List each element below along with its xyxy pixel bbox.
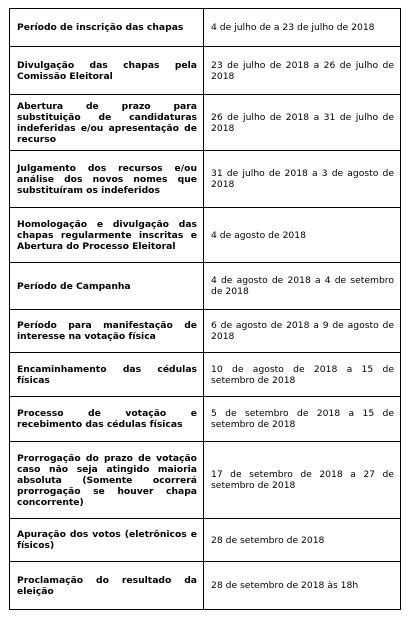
event-cell: Julgamento dos recursos e/ou análise dos novos nomes que substituíram os indeferidos [10, 151, 204, 208]
date-cell: 23 de julho de 2018 a 26 de julho de 2018 [204, 47, 401, 95]
election-schedule-table [9, 8, 401, 610]
date-cell: 28 de setembro de 2018 às 18h [204, 562, 401, 610]
date-cell: 6 de agosto de 2018 a 9 de agosto de 2018 [204, 310, 401, 353]
table-row [10, 310, 401, 353]
date-cell: 5 de setembro de 2018 a 15 de setembro de 2018 [204, 397, 401, 442]
event-cell: Período para manifestação de interesse na votação física [10, 310, 204, 353]
table-row [10, 519, 401, 562]
table-row [10, 208, 401, 263]
event-cell: Proclamação do resultado da eleição [10, 562, 204, 610]
date-cell: 4 de julho de a 23 de julho de 2018 [204, 9, 401, 47]
event-cell: Período de Campanha [10, 263, 204, 310]
event-cell: Homologação e divulgação das chapas regularmente inscritas e Abertura do Processo Eleitoral [10, 208, 204, 263]
date-cell: 10 de agosto de 2018 a 15 de setembro de 2018 [204, 353, 401, 397]
table-row [10, 47, 401, 95]
table-row [10, 353, 401, 397]
table-row [10, 263, 401, 310]
date-cell: 28 de setembro de 2018 [204, 519, 401, 562]
event-cell: Abertura de prazo para substituição de candidaturas indeferidas e/ou apresentação de recurso [10, 95, 204, 151]
table-row [10, 9, 401, 47]
event-cell: Processo de votação e recebimento das cédulas físicas [10, 397, 204, 442]
table-row [10, 562, 401, 610]
table-row [10, 397, 401, 442]
table-row [10, 95, 401, 151]
event-cell: Período de inscrição das chapas [10, 9, 204, 47]
event-cell: Apuração dos votos (eletrônicos e físicos) [10, 519, 204, 562]
date-cell: 17 de setembro de 2018 a 27 de setembro de 2018 [204, 442, 401, 519]
date-cell: 4 de agosto de 2018 [204, 208, 401, 263]
table-row [10, 151, 401, 208]
table-row [10, 442, 401, 519]
date-cell: 26 de julho de 2018 a 31 de julho de 2018 [204, 95, 401, 151]
date-cell: 31 de julho de 2018 a 3 de agosto de 2018 [204, 151, 401, 208]
event-cell: Divulgação das chapas pela Comissão Eleitoral [10, 47, 204, 95]
event-cell: Encaminhamento das cédulas físicas [10, 353, 204, 397]
event-cell: Prorrogação do prazo de votação caso não seja atingido maioria absoluta (Somente ocorrerá prorrogação se houver chapa concorrente) [10, 442, 204, 519]
date-cell: 4 de agosto de 2018 a 4 de setembro de 2018 [204, 263, 401, 310]
